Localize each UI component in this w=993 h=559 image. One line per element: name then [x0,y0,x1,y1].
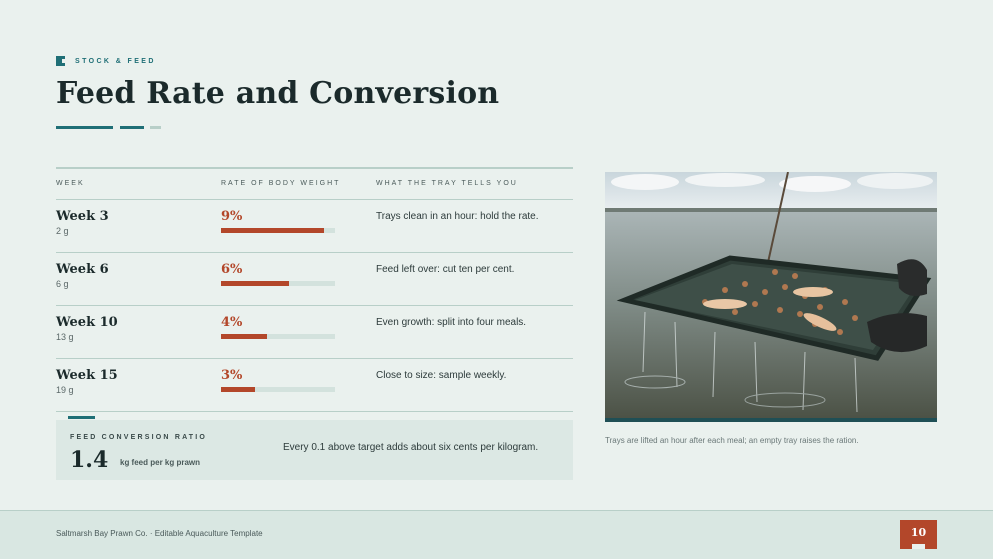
footer [0,510,993,559]
page-number: 10 [910,526,927,539]
title-underline-tertiary [150,126,161,129]
fcr-value: 1.4 [70,447,109,473]
row-week: Week 10 [56,315,118,330]
fcr-tab-accent [68,416,95,419]
photo-accent-bar [605,418,937,422]
row-weight: 19 g [56,385,74,395]
row-weight: 13 g [56,332,74,342]
header-rate: RATE OF BODY WEIGHT [221,180,341,187]
feed-tray-illustration [605,172,937,418]
rate-bar [221,281,335,286]
row-rate: 3% [221,368,243,383]
rate-bar [221,334,335,339]
section-kicker [56,56,156,66]
rate-bar-fill [221,228,324,233]
page-title: Feed Rate and Conversion [56,76,500,111]
row-rate: 9% [221,209,243,224]
fcr-label: FEED CONVERSION RATIO [70,434,208,441]
header-tray: WHAT THE TRAY TELLS YOU [376,180,518,187]
row-week: Week 3 [56,209,109,224]
row-rate: 4% [221,315,243,330]
rate-bar [221,387,335,392]
footer-brand: Saltmarsh Bay Prawn Co. · Editable Aquaculture Template [56,529,263,538]
table-row [56,253,573,306]
row-rate: 6% [221,262,243,277]
fcr-panel [56,420,573,480]
row-note: Close to size: sample weekly. [376,370,507,381]
header-week: WEEK [56,180,85,187]
feed-tray-photo [605,172,937,418]
row-week: Week 6 [56,262,109,277]
row-weight: 6 g [56,279,69,289]
page-number-badge [900,520,937,549]
fcr-description: Every 0.1 above target adds about six cents per kilogram. [283,442,539,453]
row-weight: 2 g [56,226,69,236]
table-header [56,167,573,200]
feed-rate-table [56,167,573,412]
kicker-label: STOCK & FEED [75,57,156,65]
table-row [56,200,573,253]
row-note: Trays clean in an hour: hold the rate. [376,211,539,222]
title-underline-primary [56,126,113,129]
rate-bar-fill [221,281,289,286]
rate-bar-fill [221,387,255,392]
page-badge-notch [912,544,925,549]
row-note: Feed left over: cut ten per cent. [376,264,515,275]
table-row [56,359,573,412]
kicker-mark-icon [56,56,65,66]
fcr-unit: kg feed per kg prawn [120,458,201,467]
row-week: Week 15 [56,368,118,383]
rate-bar-fill [221,334,267,339]
table-row [56,306,573,359]
photo-caption: Trays are lifted an hour after each meal; an empty tray raises the ration. [605,436,859,445]
title-underline-secondary [120,126,144,129]
rate-bar [221,228,335,233]
row-note: Even growth: split into four meals. [376,317,527,328]
